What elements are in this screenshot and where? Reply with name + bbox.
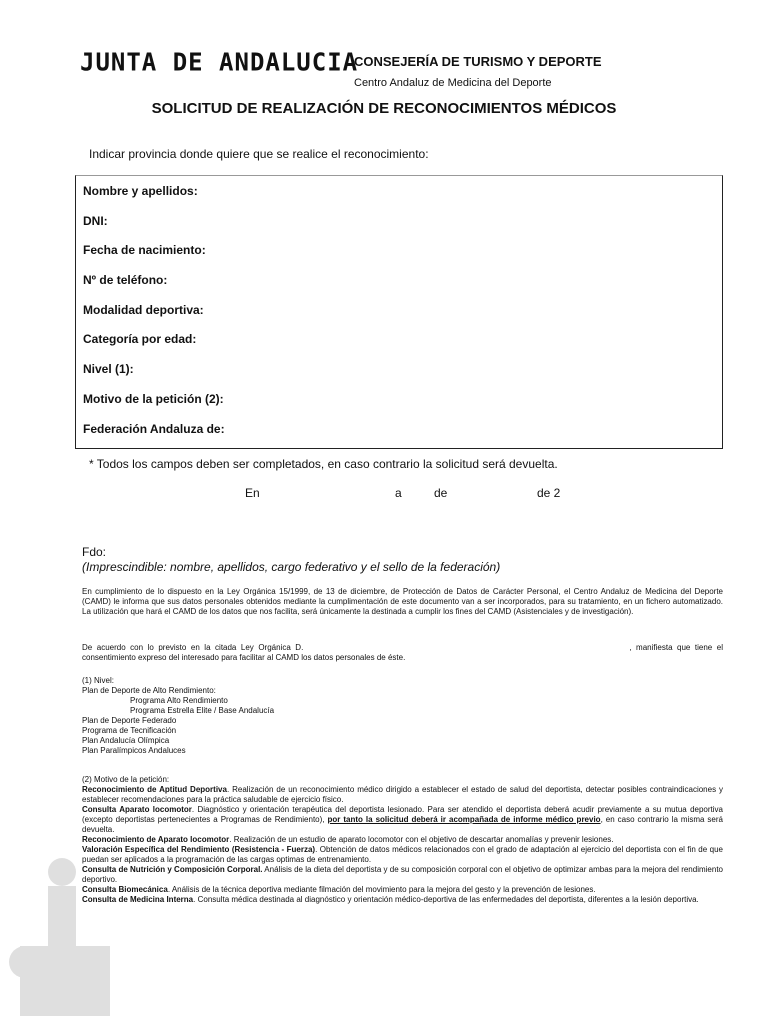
- field-telefono: Nº de teléfono:: [83, 273, 168, 287]
- date-de2: de 2: [537, 486, 561, 500]
- date-de: de: [434, 486, 448, 500]
- field-fecha: Fecha de nacimiento:: [83, 243, 206, 257]
- provincia-prompt: Indicar provincia donde quiere que se realice el reconocimiento:: [89, 147, 429, 161]
- nivel-list: [82, 686, 723, 756]
- field-federacion: Federación Andaluza de:: [83, 422, 225, 436]
- motivo-item-label: Consulta Biomecánica: [82, 885, 168, 894]
- nivel-item: Plan Paralímpicos Andaluces: [82, 746, 186, 755]
- motivo-item: [82, 805, 723, 835]
- signature-instructions: (Imprescindible: nombre, apellidos, cargo federativo y el sello de la federación): [82, 560, 501, 574]
- motivo-item-text: . Realización de un estudio de aparato locomotor con el objetivo de descartar anomalías y prevenir lesiones.: [229, 835, 614, 844]
- applicant-form-box: [75, 175, 723, 449]
- field-nivel: Nivel (1):: [83, 362, 134, 376]
- motivo-item-text: . Realización de un reconocimiento médico dirigido a establecer el estado de salud del deportista, detectar posibles contraindicaciones y establecer recomendaciones para la práctica saludable de ejercicio físico.: [82, 785, 723, 804]
- motivo-item-warning: por tanto la solicitud deberá ir acompañada de informe médico previo: [327, 815, 601, 824]
- document-title: SOLICITUD DE REALIZACIÓN DE RECONOCIMIENTOS MÉDICOS: [151, 100, 617, 117]
- watermark-seal-icon: [0, 842, 120, 1022]
- nivel-heading: (1) Nivel:: [82, 676, 115, 685]
- field-dni: DNI:: [83, 214, 108, 228]
- centro-subheading: Centro Andaluz de Medicina del Deporte: [354, 77, 552, 89]
- motivo-item-label: Reconocimiento de Aptitud Deportiva: [82, 785, 227, 794]
- nivel-item: Plan de Deporte de Alto Rendimiento:: [82, 686, 216, 695]
- consejeria-heading: CONSEJERÍA DE TURISMO Y DEPORTE: [354, 54, 602, 69]
- field-modalidad: Modalidad deportiva:: [83, 303, 204, 317]
- motivo-heading: (2) Motivo de la petición:: [82, 775, 170, 784]
- motivo-item: [82, 835, 723, 845]
- motivo-item-tail: , en caso contrario la misma será devuelta.: [82, 815, 723, 834]
- motivo-item-text: Análisis de la dieta del deportista y de su composición corporal con el objetivo de optimizar ambas para la mejora del rendimiento deportivo.: [82, 865, 723, 884]
- required-note: * Todos los campos deben ser completados, en caso contrario la solicitud será devuelta.: [89, 457, 558, 471]
- motivo-item: [82, 895, 723, 905]
- motivo-section: [82, 775, 723, 905]
- consent-text: [82, 643, 723, 663]
- motivo-item-text: . Análisis de la técnica deportiva mediante filmación del movimiento para la mejora del gesto y la prevención de lesiones.: [167, 885, 596, 894]
- motivo-item-label: Valoración Específica del Rendimiento (Resistencia - Fuerza): [82, 845, 316, 854]
- signature-label: Fdo:: [82, 545, 107, 559]
- motivo-item: [82, 845, 723, 865]
- nivel-item: Programa de Tecnificación: [82, 726, 177, 735]
- nivel-item: Plan Andalucía Olímpica: [82, 736, 170, 745]
- motivo-item: [82, 865, 723, 885]
- motivo-item-text: . Obtención de datos médicos relacionados con el grado de adaptación al ejercicio del deportista con el fin de que puedan ser aplicados a la programación de las cargas optimas de entrenamiento.: [82, 845, 724, 864]
- motivo-item-label: Consulta de Medicina Interna: [82, 895, 194, 904]
- field-motivo: Motivo de la petición (2):: [83, 392, 224, 406]
- nivel-item: Plan de Deporte Federado: [82, 716, 177, 725]
- nivel-item: Programa Estrella Elite / Base Andalucía: [130, 706, 275, 715]
- motivo-item: [82, 785, 723, 805]
- motivo-item-label: Consulta de Nutrición y Composición Corporal.: [82, 865, 263, 874]
- field-nombre: Nombre y apellidos:: [83, 184, 198, 198]
- motivo-item-label: Consulta Aparato locomotor: [82, 805, 192, 814]
- nivel-item: Programa Alto Rendimiento: [130, 696, 228, 705]
- privacy-paragraph: [82, 587, 723, 617]
- motivo-item-label: Reconocimiento de Aparato locomotor: [82, 835, 230, 844]
- date-a: a: [395, 486, 402, 500]
- motivo-item-text: . Diagnóstico y orientación terapéutica del deportista lesionado. Para ser atendido el deportista deberá acudir previamente a su mutua deportiva (excepto deportistas pertenecientes a Programas de Rendimiento),: [82, 805, 723, 824]
- privacy-text: En cumplimiento de lo dispuesto en la Ley Orgánica 15/1999, de 13 de diciembre, de Protección de Datos de Carácter Personal, el Centro Andaluz de Medicina del Deporte (CAMD) le informa que sus datos personales obtenidos mediante la cumplimentación de este documento van a ser incorporados, para su tratamiento, en un fichero automatizado. La utilización que hará el CAMD de los datos que nos facilita, será únicamente la destinada a cumplir los fines del CAMD (Asistenciales y de investigación).: [82, 587, 723, 616]
- consent-text-a: De acuerdo con lo previsto en la citada Ley Orgánica D.: [82, 643, 304, 652]
- consent-paragraph: [82, 643, 723, 663]
- motivo-item-text: . Consulta médica destinada al diagnóstico y orientación médico-deportiva de las enfermedades del deportista, diferentes a la lesión deportiva.: [193, 895, 699, 904]
- date-en: En: [245, 486, 260, 500]
- field-categoria: Categoría por edad:: [83, 332, 197, 346]
- motivo-item: [82, 885, 723, 895]
- consent-text-b: , manifiesta que tiene el consentimiento expreso del interesado para facilitar al CAMD los datos personales de éste.: [82, 643, 723, 662]
- motivo-list: [82, 785, 723, 905]
- junta-de-andalucia-logo: JUNTA DE ANDALUCIA: [80, 47, 359, 77]
- nivel-section: [82, 676, 723, 756]
